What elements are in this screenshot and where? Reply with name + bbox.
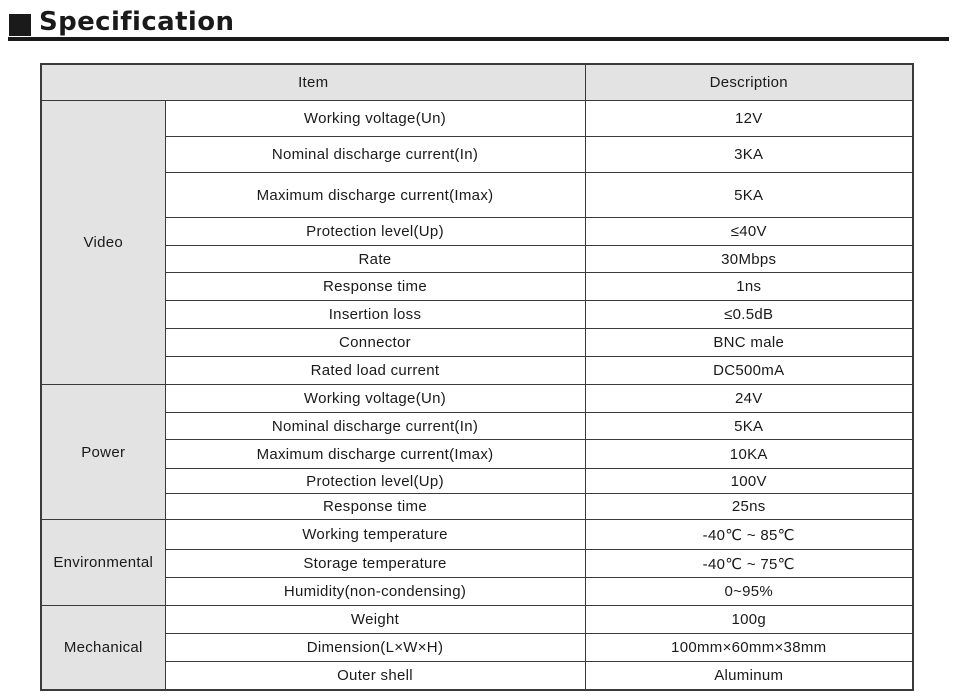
table-row (41, 273, 913, 301)
item-cell: Dimension(L×W×H) (165, 634, 585, 662)
item-cell: Maximum discharge current(Imax) (165, 173, 585, 218)
table-row (41, 137, 913, 173)
header-description: Description (585, 64, 913, 101)
table-row (41, 413, 913, 440)
value-cell: 5KA (585, 413, 913, 440)
item-cell: Response time (165, 494, 585, 520)
item-cell: Nominal discharge current(In) (165, 413, 585, 440)
value-cell: 100V (585, 469, 913, 494)
item-cell: Weight (165, 606, 585, 634)
item-cell: Working voltage(Un) (165, 101, 585, 137)
table-row (41, 634, 913, 662)
table-row (41, 469, 913, 494)
value-cell: -40℃ ~ 85℃ (585, 520, 913, 550)
value-cell: 3KA (585, 137, 913, 173)
table-row (41, 578, 913, 606)
header-rule (8, 37, 949, 41)
value-cell: Aluminum (585, 662, 913, 690)
item-cell: Maximum discharge current(Imax) (165, 440, 585, 469)
category-cell: Power (41, 385, 165, 520)
table-header-row (41, 64, 913, 101)
value-cell: 0~95% (585, 578, 913, 606)
item-cell: Nominal discharge current(In) (165, 137, 585, 173)
item-cell: Rated load current (165, 357, 585, 385)
table-row (41, 218, 913, 246)
item-cell: Working voltage(Un) (165, 385, 585, 413)
table-row (41, 329, 913, 357)
item-cell: Protection level(Up) (165, 469, 585, 494)
specification-table-body (41, 101, 913, 690)
value-cell: DC500mA (585, 357, 913, 385)
value-cell: 1ns (585, 273, 913, 301)
table-row (41, 550, 913, 578)
item-cell: Storage temperature (165, 550, 585, 578)
header-item: Item (41, 64, 585, 101)
item-cell: Outer shell (165, 662, 585, 690)
item-cell: Humidity(non-condensing) (165, 578, 585, 606)
item-cell: Connector (165, 329, 585, 357)
value-cell: 30Mbps (585, 246, 913, 273)
category-cell: Environmental (41, 520, 165, 606)
value-cell: ≤0.5dB (585, 301, 913, 329)
page-title: Specification (39, 7, 235, 37)
table-row (41, 301, 913, 329)
value-cell: 100g (585, 606, 913, 634)
item-cell: Insertion loss (165, 301, 585, 329)
specification-table (40, 63, 914, 691)
item-cell: Protection level(Up) (165, 218, 585, 246)
table-row (41, 173, 913, 218)
value-cell: 5KA (585, 173, 913, 218)
category-cell: Video (41, 101, 165, 385)
value-cell: BNC male (585, 329, 913, 357)
value-cell: -40℃ ~ 75℃ (585, 550, 913, 578)
table-row (41, 357, 913, 385)
section-marker-square (9, 14, 31, 36)
table-row (41, 101, 913, 137)
table-row (41, 662, 913, 690)
table-row (41, 606, 913, 634)
table-row (41, 520, 913, 550)
table-row (41, 246, 913, 273)
value-cell: ≤40V (585, 218, 913, 246)
value-cell: 10KA (585, 440, 913, 469)
table-row (41, 385, 913, 413)
table-row (41, 494, 913, 520)
value-cell: 24V (585, 385, 913, 413)
item-cell: Rate (165, 246, 585, 273)
item-cell: Response time (165, 273, 585, 301)
value-cell: 12V (585, 101, 913, 137)
value-cell: 100mm×60mm×38mm (585, 634, 913, 662)
category-cell: Mechanical (41, 606, 165, 690)
table-row (41, 440, 913, 469)
section-header (8, 6, 949, 42)
item-cell: Working temperature (165, 520, 585, 550)
value-cell: 25ns (585, 494, 913, 520)
